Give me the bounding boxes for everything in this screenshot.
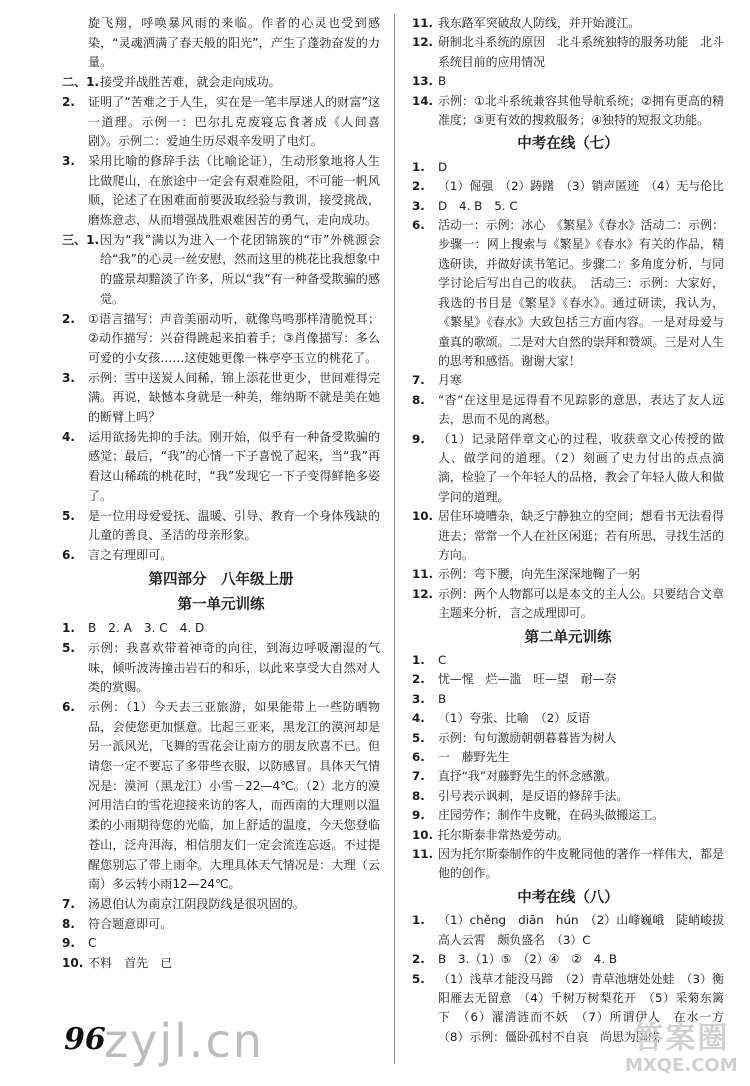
answer-number: 3. [412,691,425,706]
answer-number: 2. [62,94,75,109]
answer-text: 示例：雪中送炭人间稀，锦上添花世更少，世间难得完满。再说，缺憾本身就是一种美，维纳斯不就是美在她的断臂上吗？ [88,370,380,425]
answer-item [412,767,724,786]
answer-text: 月寒 [438,373,462,388]
answer-text: 活动一：示例：冰心 《繁星》《春水》活动二：示例：步骤一：网上搜索与《繁星》《春水》有关的作品，精选研读，并做好读书笔记。步骤二：多角度分析，与同学讨论后写出自己的收获。 活动三：示例：大家好，我选的书目是《繁星》《春水》。通过研读，我认为，《繁星》《春水》大致包括三方面内容。一是对母爱与童真的歌颂。二是对大自然的崇拜和赞颂。三是对人生的思考和感悟。谢谢大家！ [438,218,724,368]
answer-item [62,14,380,73]
answer-text: 旋飞翔，呼唤暴风雨的来临。作者的心灵也受到感染，“灵魂洒满了春天般的阳光”，产生了蓬勃奋发的力量。 [88,16,380,70]
answer-number: 5. [62,508,75,523]
answer-number: 6. [62,547,75,562]
answer-item [412,177,724,196]
answer-item [62,507,380,546]
answer-item [412,748,724,767]
answer-item [62,619,380,639]
answer-number: 2. [412,952,425,967]
answer-item [412,670,724,689]
answer-number: 6. [412,218,425,233]
answer-item [412,507,724,565]
answer-number: 11. [412,16,434,30]
answer-text: 示例：我喜欢带着神奇的向往，到海边呼吸潮湿的气味，倾听波涛撞击岩石的和乐，以此来享受大自然对人类的赏赐。 [88,640,380,695]
answer-text: 运用欲扬先抑的手法。刚开始，似乎有一种备受欺骗的感觉；最后，“我”的心情一下子喜悦了起来，当“我”再看这山稀疏的桃花时，“我”发现它一下子变得鲜艳多姿了。 [88,429,380,503]
answer-text: 托尔斯泰非常热爱劳动。 [438,827,569,842]
section-heading: 中考在线（八） [517,889,619,906]
answer-text: 符合题意即可。 [88,916,173,931]
answer-number: 6. [62,699,75,714]
section-heading: 第二单元训练 [524,629,612,646]
answer-item [412,14,724,33]
answer-text: 示例：弯下腰，向先生深深地鞠了一躬 [438,567,641,582]
answer-text: 示例：①北斗系统兼容其他导航系统；②拥有更高的精准度；③更有效的搜救服务；④独特的短报文功能。 [438,93,724,128]
watermark-zyjl: zyjl.cn [104,1014,264,1068]
section-heading: 中考在线（七） [517,136,619,153]
answer-number: 11. [412,847,434,862]
right-column [412,14,736,1047]
answer-text: 是一位用母爱爱抚、温暖、引导、教育一个身体残缺的儿童的善良、圣洁的母亲形象。 [88,508,380,543]
page-number: 96 [64,1022,106,1057]
answer-number: 8. [412,392,425,407]
answer-number: 8. [62,916,75,931]
answer-item [62,934,380,954]
answer-item [412,585,724,624]
answer-item [412,158,724,177]
answer-text: “杳”在这里是远得看不见踪影的意思，表达了友人远去，思而不见的离愁。 [438,392,724,427]
answer-text: B [438,74,447,89]
answer-item [412,430,724,508]
answer-text: 不料 首先 已 [88,956,173,971]
answer-text: （1）倔强 （2）踌躇 （3）销声匿迹 （4）无与伦比 [438,179,724,194]
answer-number: 4. [412,711,425,726]
answer-text: 证明了“苦难之于人生，实在是一笔丰厚迷人的财富”这一道理。示例一：巴尔扎克废寝忘食著成《人间喜剧》。示例二：爱迪生历尽艰辛发明了电灯。 [88,94,380,149]
answer-text: D 4. B 5. C [438,198,518,213]
answer-number: 9. [62,936,75,951]
answer-item [412,690,724,709]
answer-item [62,369,380,428]
answer-number: 1. [412,653,425,667]
answer-text: 示例：句句激励朝朝暮暮皆为树人 [438,730,617,745]
answer-text: D [438,159,448,174]
answer-text: C [438,653,447,667]
answer-number: 10. [412,509,434,524]
answer-number: 5. [412,730,425,745]
answer-text: （1）chěng diān hún （2）山峰巍峨 陡峭峻拔 高人云霄 颇负盛名 （3）C [438,913,736,947]
answer-text: 示例：（1）今天去三亚旅游，如果能带上一些防晒物品，会使您更加惬意。比起三亚来，黑龙江的漠河却是另一派风光，飞舞的雪花会让南方的朋友欣喜不已。但请您一定不要忘了多带些衣服，以防感冒。具体天气情况是：漠河（黑龙江）小雪－22—4℃。（2）北方的漠河用洁白的雪花迎接来访的客人，而西南的大理则以温柔的小雨期待您的光临，加上舒适的温度，今天您登临苍山，泛舟洱海，相信朋友们一定会流连忘返。不过提醒您别忘了带上雨伞。大理具体天气情况是：大理（云南）多云转小雨12—24℃。 [88,699,380,892]
answer-item [62,895,380,915]
answer-item [412,845,724,884]
answer-number: 7. [412,373,425,388]
answer-text: 因为“我”满以为进入一个花团锦簇的“市”外桃源会给“我”的心灵一丝安慰，然而这里的桃花比我想象中的盛景却黯淡了许多，所以“我”有一种备受欺骗的感觉。 [100,232,380,306]
answer-number: 5. [412,971,425,986]
answer-item [62,93,380,152]
answer-text: 接受并战胜苦难，就会走向成功。 [100,75,281,90]
answer-number: 5. [62,640,75,655]
answer-number: 9. [412,808,425,823]
answer-text: （1）浅草才能没马蹄 （2）青草池塘处处蛙 （3）衡阳雁去无留意 （4）千树万树梨花开 （5）采菊东篱下 （6）濯清涟而不妖 （7）所谓伊人 在水一方 （8）示例：僵卧孤村不自哀 尚思为国戍 [438,971,736,1044]
answer-item [62,73,380,93]
answer-item [62,428,380,507]
watermark-mxqe-url: MXQE.COM [625,1055,738,1076]
answer-text: 因为托尔斯泰制作的牛皮靴同他的著作一样伟大，都是他的创作。 [438,847,724,881]
answer-item [62,698,380,895]
answer-item [412,216,724,371]
answer-number: 2. [412,179,425,194]
answer-number: 12. [412,35,434,50]
section-heading: 第四部分 八年级上册 [148,571,294,588]
answer-text: 汤恩伯认为南京江阴段防线是很巩固的。 [88,896,305,911]
answer-item [62,231,380,310]
answer-item [412,565,724,584]
column-divider [394,14,395,1064]
answer-text: 忧—惺 烂—滥 旺—望 耐—奈 [438,672,617,687]
answer-item [412,787,724,806]
answer-text: 示例：两个人物都可以是本文的主人公。只要结合文章主题来分析，言之成理即可。 [438,586,724,621]
answer-text: 言之有理即可。 [88,547,173,562]
answer-number: 1. [412,913,425,928]
answer-item [62,639,380,698]
answer-number: 11. [412,567,434,582]
answer-number: 二、1. [62,75,100,90]
left-column [62,14,380,974]
answer-number: 14. [412,93,434,108]
answer-text: 直抒“我”对藤野先生的怀念感激。 [438,769,617,784]
answer-text: （1）夸张、比喻 （2）反语 [438,711,590,726]
answer-text: B 2. A 3. C 4. D [88,621,205,636]
answer-number: 7. [62,896,75,911]
answer-number: 3. [62,153,75,168]
answer-text: 我东路军突破敌人防线，并开始渡江。 [438,16,641,30]
answer-number: 10. [62,956,84,971]
section-heading: 第一单元训练 [177,597,265,614]
answer-item [412,950,724,969]
answer-item [412,729,724,748]
answer-number: 3. [62,370,75,385]
answer-item [412,33,724,72]
answer-number: 6. [412,750,425,765]
answer-item [412,806,724,825]
answer-item [62,310,380,369]
answer-item [62,954,380,974]
answer-text: C [88,936,97,951]
answer-text: （1）记录陪伴章文心的过程，收获章文心传授的做人、做学问的道理。（2）刻画了史力付出的点点滴滴，检验了一个年轻人的品格，教会了年轻人做人和做学问的道理。 [438,431,724,504]
answer-number: 2. [62,311,75,326]
answer-number: 3. [412,198,425,213]
answer-item [412,970,736,1048]
answer-item [412,197,724,216]
answer-item [412,391,724,430]
answer-text: 采用比喻的修辞手法（比喻论证），生动形象地将人生比做爬山，在旅途中一定会有艰难险阻，不可能一帆风顺，论述了在困难面前要汲取经验与教训，接受挑战，磨炼意志，从而增强战胜艰难困苦的勇气，走向成功。 [88,153,380,228]
answer-number: 9. [412,431,425,446]
answer-number: 8. [412,788,425,803]
answer-number: 7. [412,769,425,784]
watermark-mxqe-title: 答案圈 [633,1021,730,1056]
answer-item [62,915,380,935]
answer-text: 研制北斗系统的原因 北斗系统独特的服务功能 北斗系统目前的应用情况 [438,35,724,69]
answer-item [412,72,724,91]
answer-number: 13. [412,74,434,89]
answer-number: 1. [412,159,425,174]
answer-text: ①语言描写：声音美丽动听，就像鸟鸣那样清脆悦耳；②动作描写：兴奋得跳起来拍着手；③肖像描写：多么可爱的小女孩……这使她更像一株亭亭玉立的桃花了。 [88,311,380,365]
answer-item [412,826,724,845]
answer-number: 2. [412,672,425,687]
answer-number: 1. [62,621,75,636]
answer-number: 12. [412,586,434,601]
answer-text: B 3.（1）⑤ （2）④ ② 4. B [438,952,618,967]
answer-item [62,152,380,231]
answer-text: 居住环境嘈杂，缺乏宁静独立的空间；想看书无法看得进去；常常一个人在社区闲逛；若有所思，寻找生活的方向。 [438,509,724,562]
answer-text: 一 藤野先生 [438,750,510,765]
answer-text: 引号表示讽刺，是反语的修辞手法。 [438,788,629,803]
answer-item [62,546,380,566]
answer-item [412,371,724,390]
answer-text: 庄园劳作；制作牛皮靴，在码头做搬运工。 [438,808,664,823]
answer-item [412,651,724,670]
answer-number: 4. [62,429,75,444]
answer-number: 10. [412,827,434,842]
answer-item [412,92,724,131]
answer-item [412,911,736,950]
answer-number: 三、1. [62,232,100,247]
answer-text: B [438,691,447,706]
answer-item [412,709,724,728]
